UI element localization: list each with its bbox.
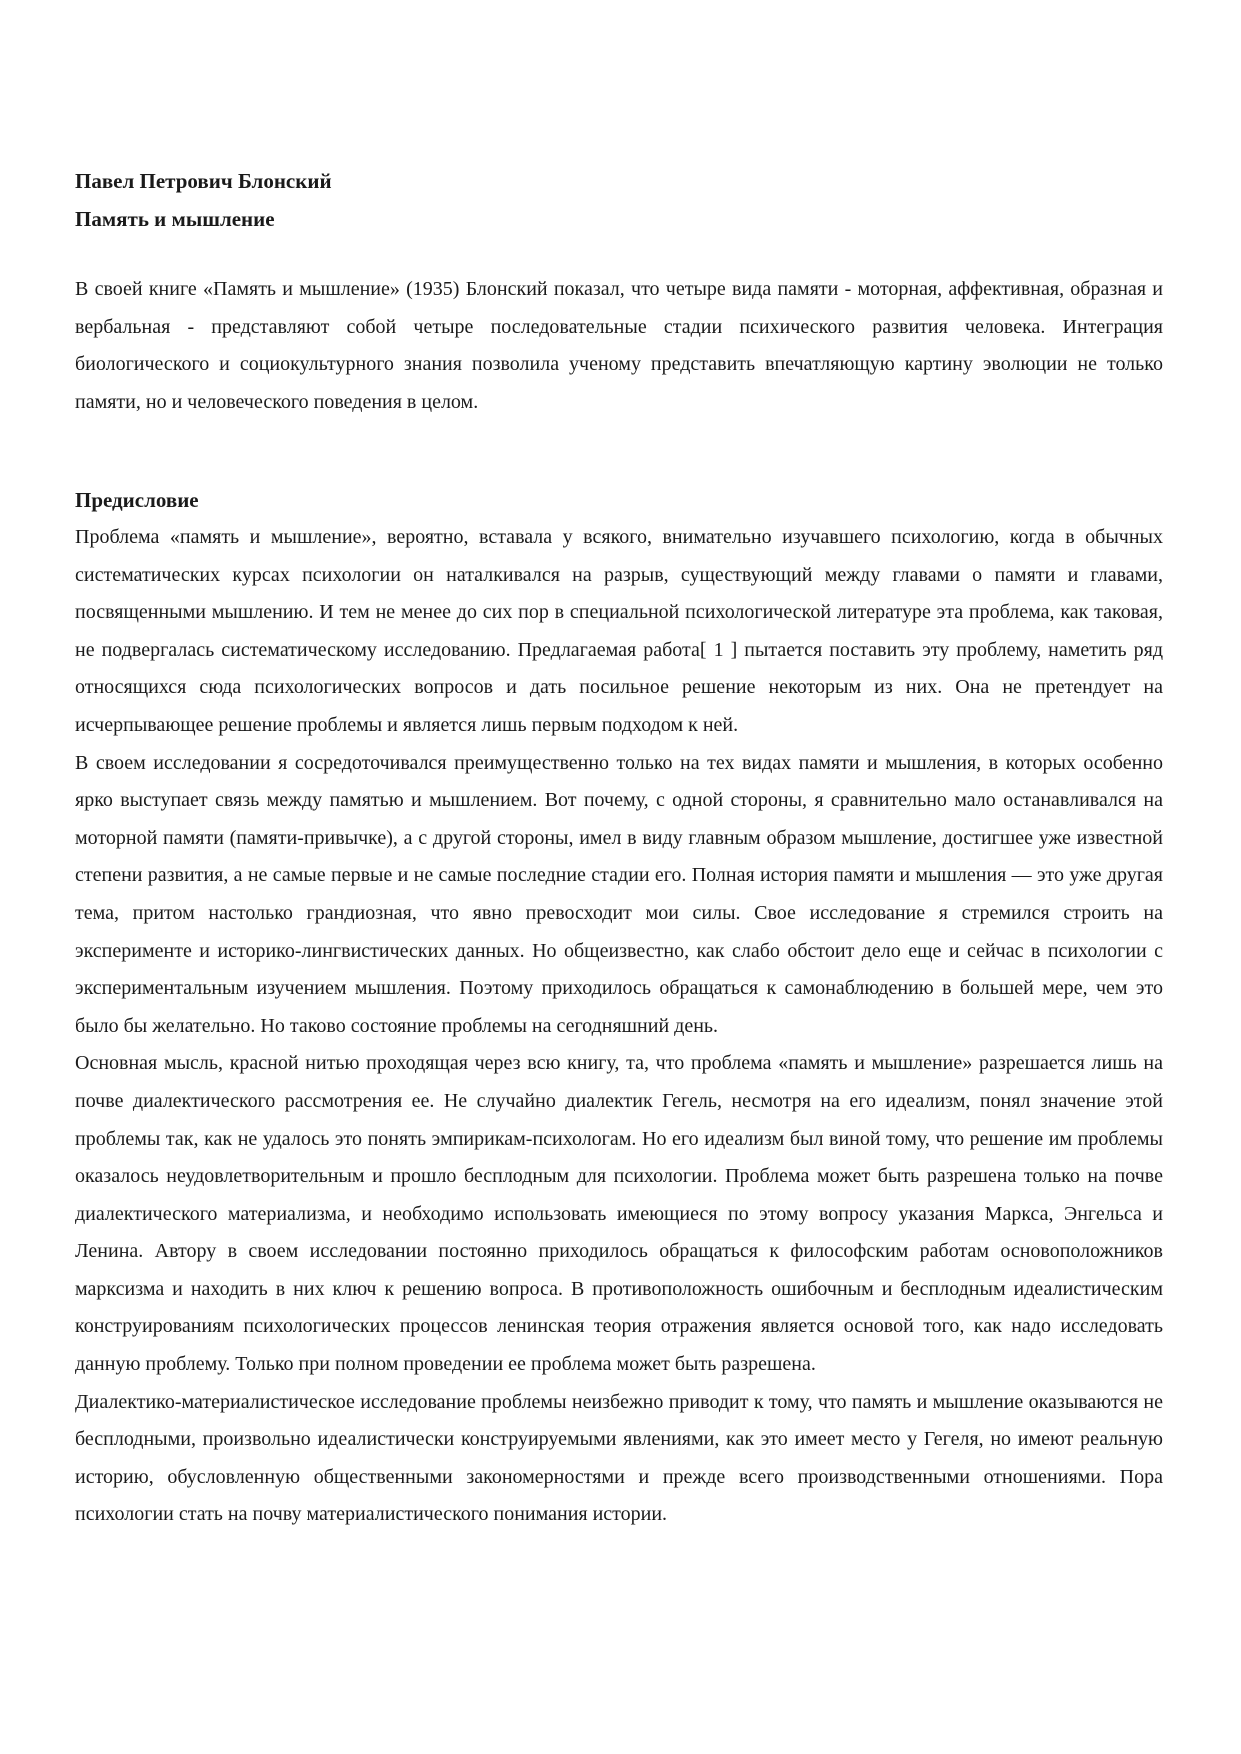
document-page (75, 162, 1163, 1534)
body-paragraph: Проблема «память и мышление», вероятно, вставала у всякого, внимательно изучавшего психологию, когда в обычных систематических курсах психологии он наталкивался на разрыв, существующий между главами о памяти и главами, посвященными мышлению. И тем не менее до сих пор в специальной психологической литературе эта проблема, как таковая, не подвергалась систематическому исследованию. Предлагаемая работа[ 1 ] пытается поставить эту проблему, наметить ряд относящихся сюда психологических вопросов и дать посильное решение некоторым из них. Она не претендует на исчерпывающее решение проблемы и является лишь первым подходом к ней. (75, 526, 1163, 736)
book-title: Память и мышление (75, 207, 275, 231)
author-name: Павел Петрович Блонский (75, 169, 332, 193)
section-heading-preface: Предисловие (75, 488, 199, 512)
body-paragraph: Основная мысль, красной нитью проходящая через всю книгу, та, что проблема «память и мышление» разрешается лишь на почве диалектического рассмотрения ее. Не случайно диалектик Гегель, несмотря на его идеализм, понял значение этой проблемы так, как не удалось это понять эмпирикам-психологам. Но его идеализм был виной тому, что решение им проблемы оказалось неудовлетворительным и прошло бесплодным для психологии. Проблема может быть разрешена только на почве диалектического материализма, и необходимо использовать имеющиеся по этому вопросу указания Маркса, Энгельса и Ленина. Автору в своем исследовании постоянно приходилось обращаться к философским работам основоположников марксизма и находить в них ключ к решению вопроса. В противоположность ошибочным и бесплодным идеалистическим конструированиям психологических процессов ленинская теория отражения является основой того, как надо исследовать данную проблему. Только при полном проведении ее проблема может быть разрешена. (75, 1052, 1163, 1376)
body-paragraph: Диалектико-материалистическое исследование проблемы неизбежно приводит к тому, что память и мышление оказываются не бесплодными, произвольно идеалистически конструируемыми явлениями, как это имеет место у Гегеля, но имеют реальную историю, обусловленную общественными закономерностями и прежде всего производственными отношениями. Пора психологии стать на почву материалистического понимания истории. (75, 1390, 1163, 1526)
body-paragraph: В своем исследовании я сосредоточивался преимущественно только на тех видах памяти и мышления, в которых особенно ярко выступает связь между памятью и мышлением. Вот почему, с одной стороны, я сравнительно мало останавливался на моторной памяти (памяти-привычке), а с другой стороны, имел в виду главным образом мышление, достигшее уже известной степени развития, а не самые первые и не самые последние стадии его. Полная история памяти и мышления — это уже другая тема, притом настолько грандиозная, что явно превосходит мои силы. Свое исследование я стремился строить на эксперименте и историко-лингвистических данных. Но общеизвестно, как слабо обстоит дело еще и сейчас в психологии с экспериментальным изучением мышления. Поэтому приходилось обращаться к самонаблюдению в большей мере, чем это было бы желательно. Но таково состояние проблемы на сегодняшний день. (75, 751, 1163, 1037)
abstract-paragraph: В своей книге «Память и мышление» (1935) Блонский показал, что четыре вида памяти - моторная, аффективная, образная и вербальная - представляют собой четыре последовательные стадии психического развития человека. Интеграция биологического и социокультурного знания позволила ученому представить впечатляющую картину эволюции не только памяти, но и человеческого поведения в целом. (75, 278, 1163, 413)
